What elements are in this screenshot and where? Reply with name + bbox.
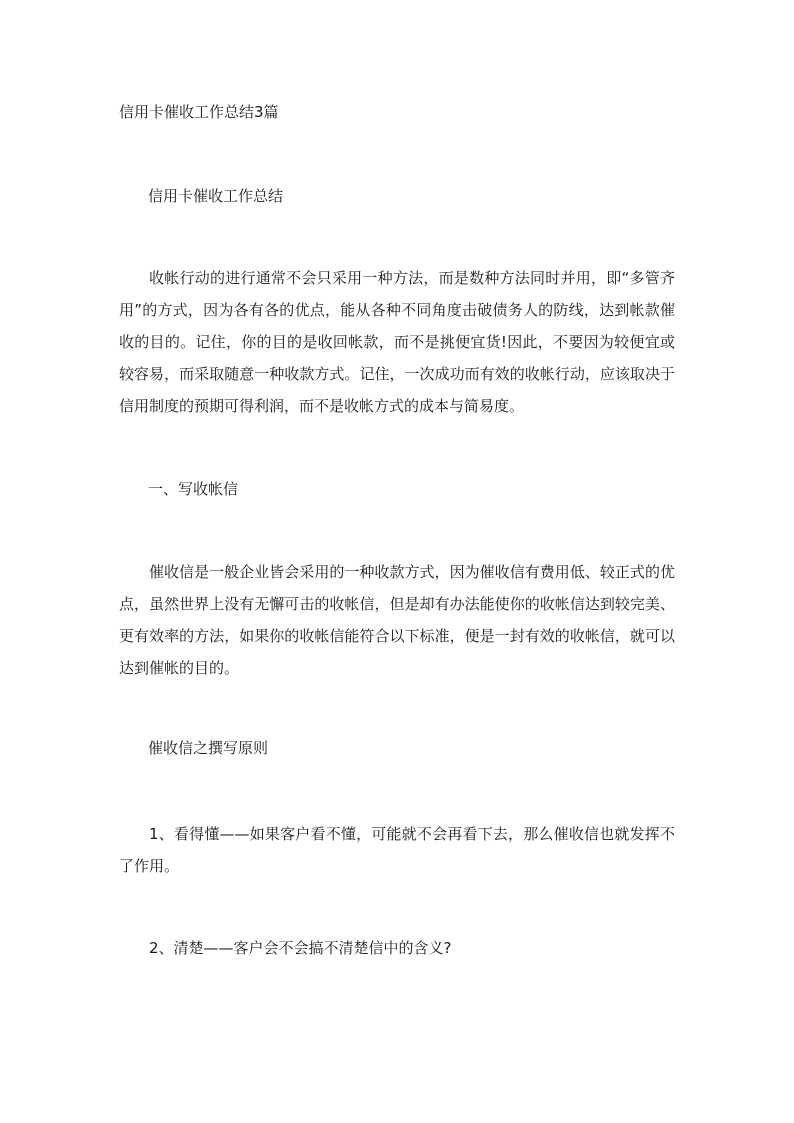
principles-heading: 催收信之撰写原则	[148, 739, 269, 757]
section-paragraph-letter: 催收信是一般企业皆会采用的一种收款方式，因为催收信有费用低、较正式的优点，虽然世界上没有无懈可击的收帐信，但是却有办法能使你的收帐信达到较完美、更有效率的方法，如果你的收帐信能符合以下标准，便是一封有效的收帐信，就可以达到催帐的目的。	[119, 563, 675, 677]
principle-item-2: 2、清楚——客户会不会搞不清楚信中的含义?	[149, 939, 452, 957]
section-heading-write-letter: 一、写收帐信	[148, 480, 239, 498]
intro-paragraph: 收帐行动的进行通常不会只采用一种方法，而是数种方法同时并用，即“多管齐用”的方式，因为各有各的优点，能从各种不同角度击破债务人的防线，达到帐款催收的目的。记住，你的目的是收回帐款，而不是挑便宜货!因此，不要因为较便宜或较容易，而采取随意一种收款方式。记住，一次成功而有效的收帐行动，应该取决于信用制度的预期可得利润，而不是收帐方式的成本与简易度。	[119, 269, 675, 415]
principle-item-1: 1、看得懂——如果客户看不懂，可能就不会再看下去，那么催收信也就发挥不了作用。	[119, 825, 675, 875]
document-subtitle: 信用卡催收工作总结	[148, 187, 284, 205]
document-title: 信用卡催收工作总结3篇	[119, 103, 279, 121]
